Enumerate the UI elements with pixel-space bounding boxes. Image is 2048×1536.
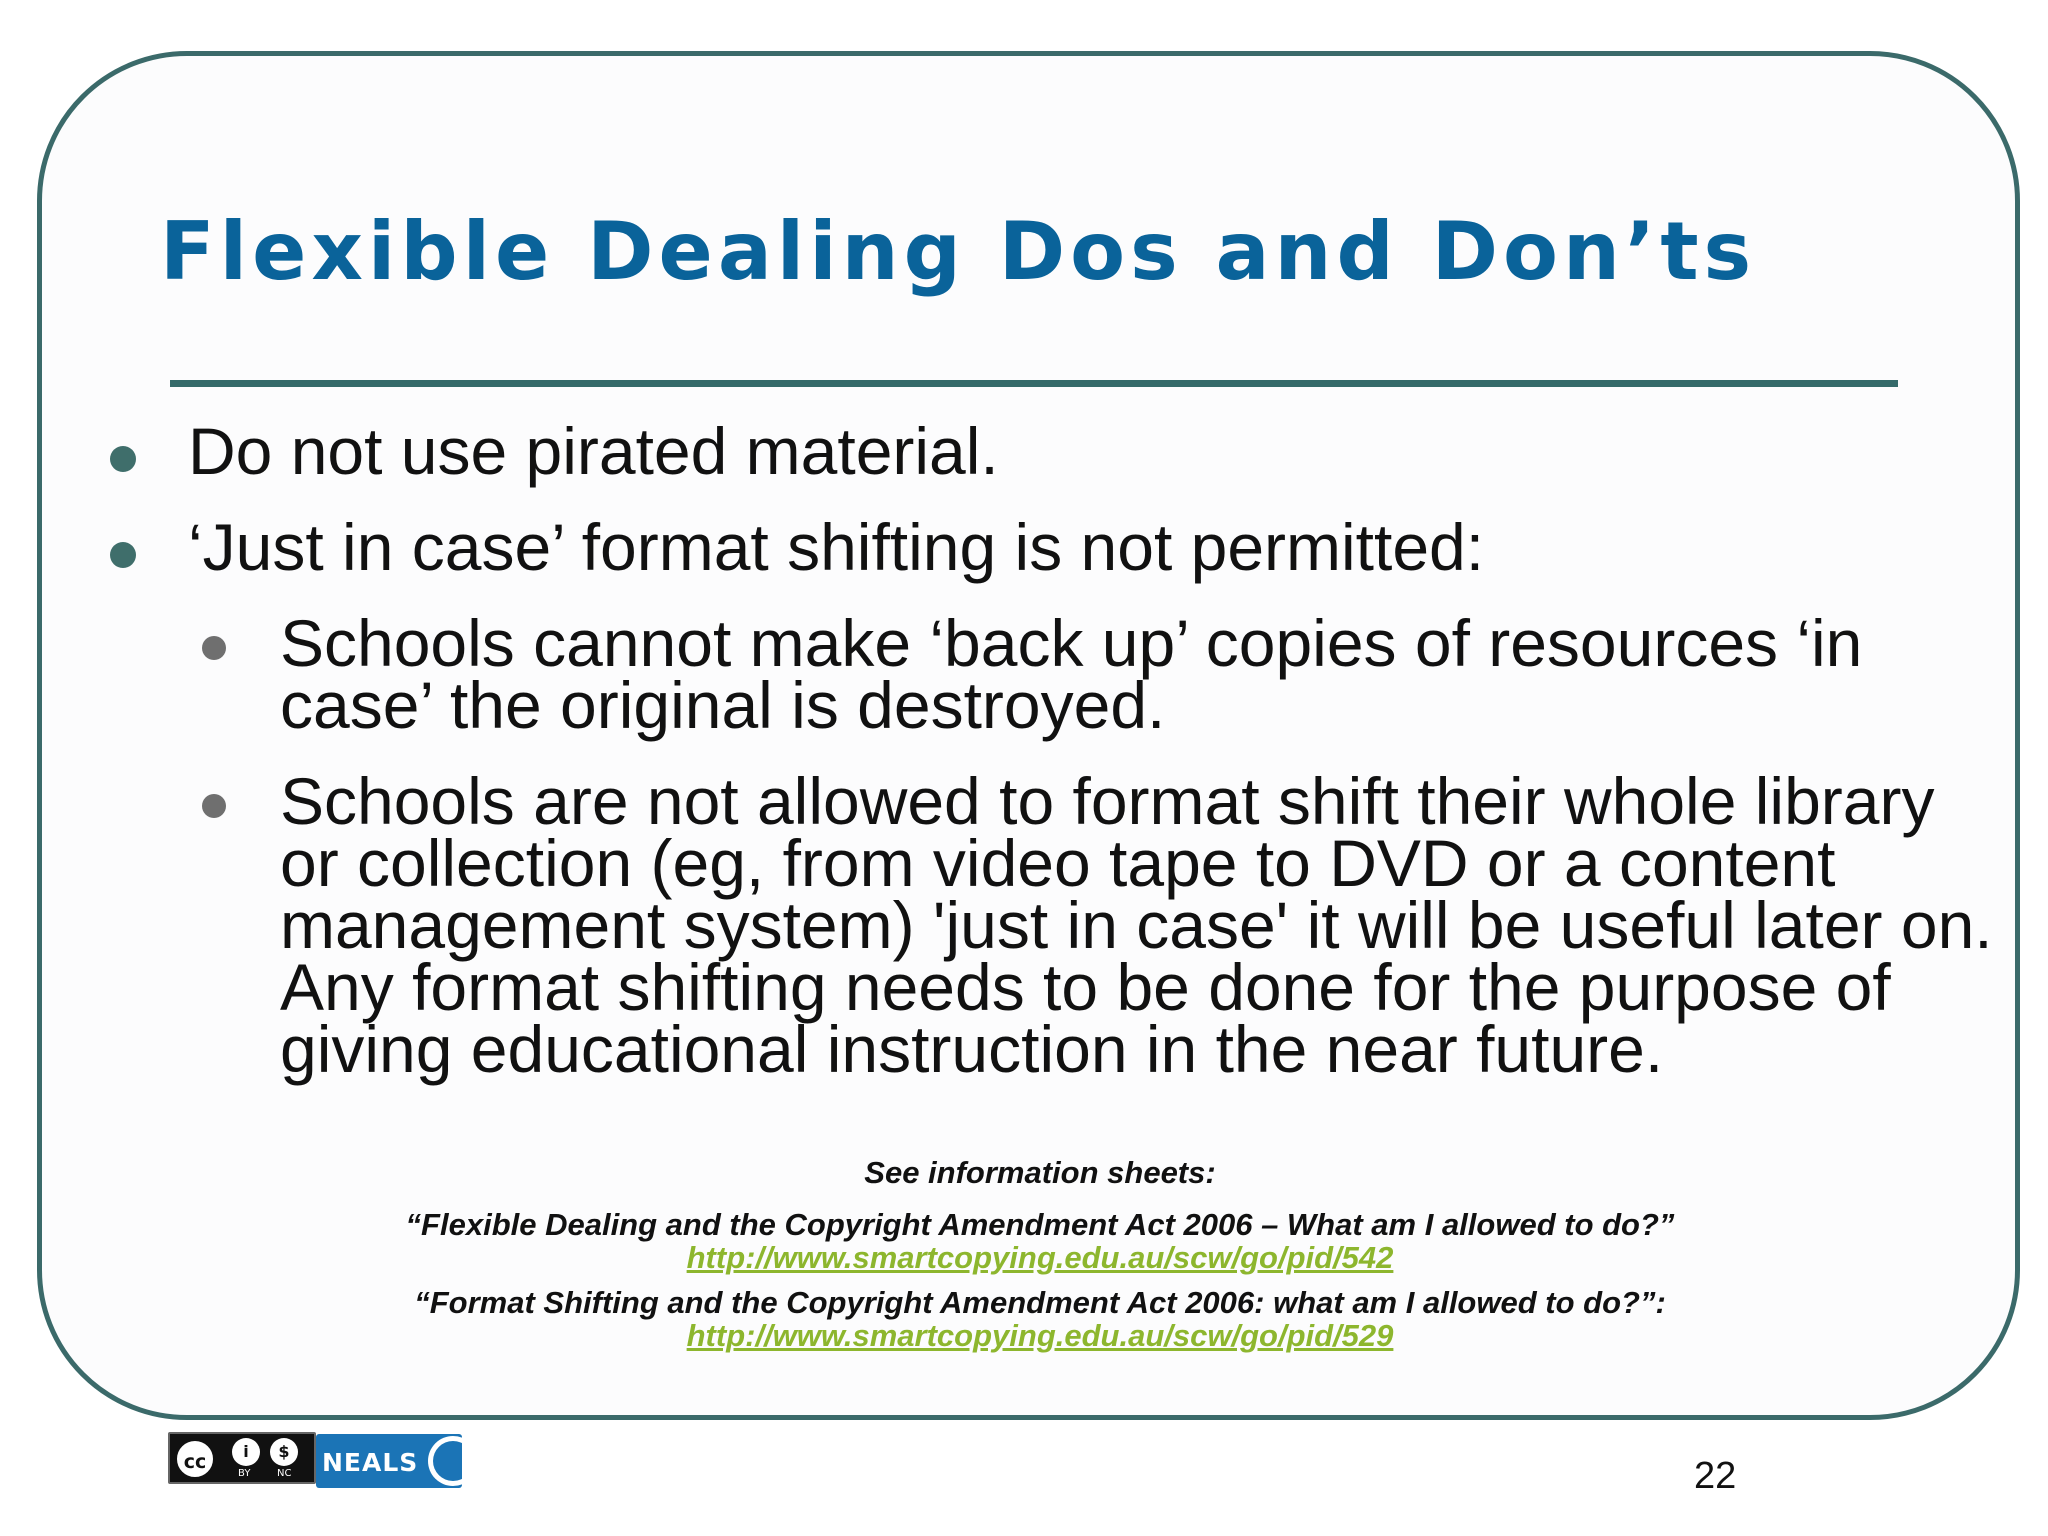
cc-icon: cc xyxy=(174,1438,216,1480)
reference-link[interactable]: http://www.smartcopying.edu.au/scw/go/pid/542 xyxy=(686,1240,1394,1275)
bullet-text: Do not use pirated material. xyxy=(188,414,999,488)
bullet-dot-icon xyxy=(110,446,136,472)
cc-by-nc-icon xyxy=(168,1432,316,1484)
sub-bullet-text: Schools are not allowed to format shift their whole library or collection (eg, from video tape to DVD or a content management system) 'just in case' it will be useful later on. Any format shifting needs to be done for the purpose of giving educational instruction in the near future. xyxy=(280,764,1993,1086)
reference-title: “Format Shifting and the Copyright Amendment Act 2006: what am I allowed to do?”: xyxy=(414,1285,1666,1320)
reference-title: “Flexible Dealing and the Copyright Amendment Act 2006 – What am I allowed to do?” xyxy=(405,1207,1675,1242)
reference-link[interactable]: http://www.smartcopying.edu.au/scw/go/pid/529 xyxy=(686,1318,1394,1353)
by-label: BY xyxy=(238,1468,251,1479)
bullet-text: ‘Just in case’ format shifting is not permitted: xyxy=(188,510,1485,584)
sub-bullet-text: Schools cannot make ‘back up’ copies of resources ‘in case’ the original is destroyed. xyxy=(280,606,1863,742)
slide-title: Flexible Dealing Dos and Don’ts xyxy=(160,205,1757,298)
references-heading: See information sheets: xyxy=(864,1155,1216,1190)
nc-label: NC xyxy=(277,1468,292,1479)
neals-logo-text: NEALS xyxy=(322,1448,419,1477)
page-number: 22 xyxy=(1694,1455,1737,1497)
references-block xyxy=(200,1150,1880,1352)
attribution-icon: i xyxy=(232,1438,260,1466)
neals-logo xyxy=(316,1434,462,1488)
bullet-dot-icon xyxy=(110,542,136,568)
sub-bullet-dot-icon xyxy=(202,636,226,660)
noncommercial-icon: $ xyxy=(270,1438,298,1466)
neals-swoosh-icon xyxy=(428,1436,462,1486)
sub-bullet-dot-icon xyxy=(202,794,226,818)
